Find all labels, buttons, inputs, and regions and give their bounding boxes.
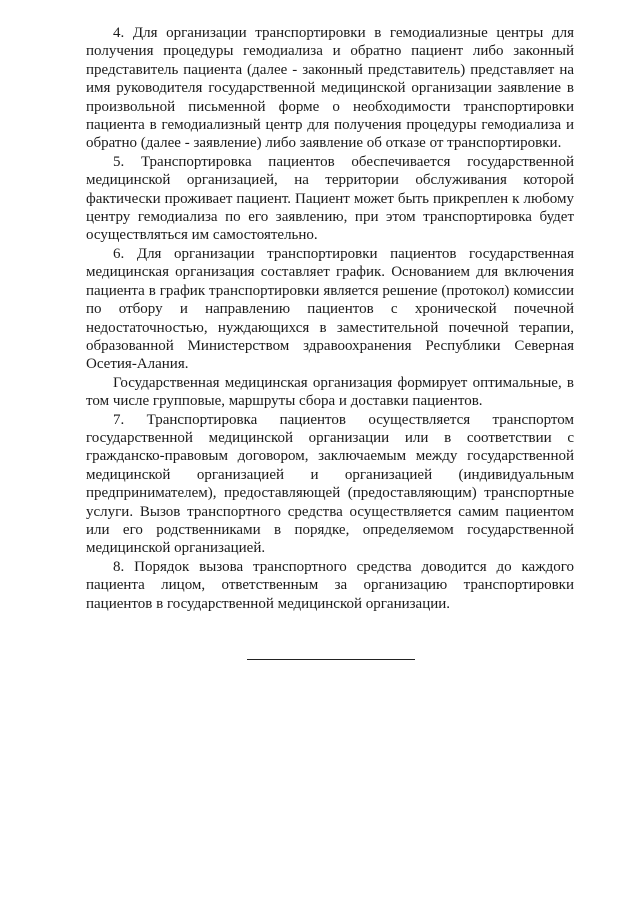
paragraph-item-7: 7. Транспортировка пациентов осуществляется транспортом государственной медицинской организации или в соответствии с гражданско-правовым договором, заключаемым между государственной медицинской организацией и организацией (индивидуальным предпринимателем), предоставляющей (предоставляющим) транспортные услуги. Вызов транспортного средства осуществляется самим пациентом или его родственниками в порядке, определяемом государственной медицинской организацией. <box>86 411 574 557</box>
document-body <box>86 24 574 613</box>
end-separator-line <box>247 659 415 660</box>
paragraph-item-4: 4. Для организации транспортировки в гемодиализные центры для получения процедуры гемодиализа и обратно пациент либо законный представитель пациента (далее - законный представитель) представляет на имя руководителя государственной медицинской организации заявление в произвольной письменной форме о необходимости транспортировки пациента в гемодиализный центр для получения процедуры гемодиализа и обратно (далее - заявление) либо заявление об отказе от транспортировки. <box>86 25 574 152</box>
paragraph-routes: Государственная медицинская организация формирует оптимальные, в том числе групповые, маршруты сбора и доставки пациентов. <box>86 374 574 410</box>
paragraph-item-5: 5. Транспортировка пациентов обеспечивается государственной медицинской организацией, на территории обслуживания которой фактически проживает пациент. Пациент может быть прикреплен к любому центру гемодиализа по его заявлению, при этом транспортировка будет осуществляться им самостоятельно. <box>86 153 574 244</box>
paragraph-item-8: 8. Порядок вызова транспортного средства доводится до каждого пациента лицом, ответственным за организацию транспортировки пациентов в государственной медицинской организации. <box>86 558 574 612</box>
paragraph-item-6: 6. Для организации транспортировки пациентов государственная медицинская организация составляет график. Основанием для включения пациента в график транспортировки является решение (протокол) комиссии по отбору и направлению пациентов с хронической почечной недостаточностью, нуждающихся в заместительной почечной терапии, образованной Министерством здравоохранения Республики Северная Осетия-Алания. <box>86 245 574 373</box>
